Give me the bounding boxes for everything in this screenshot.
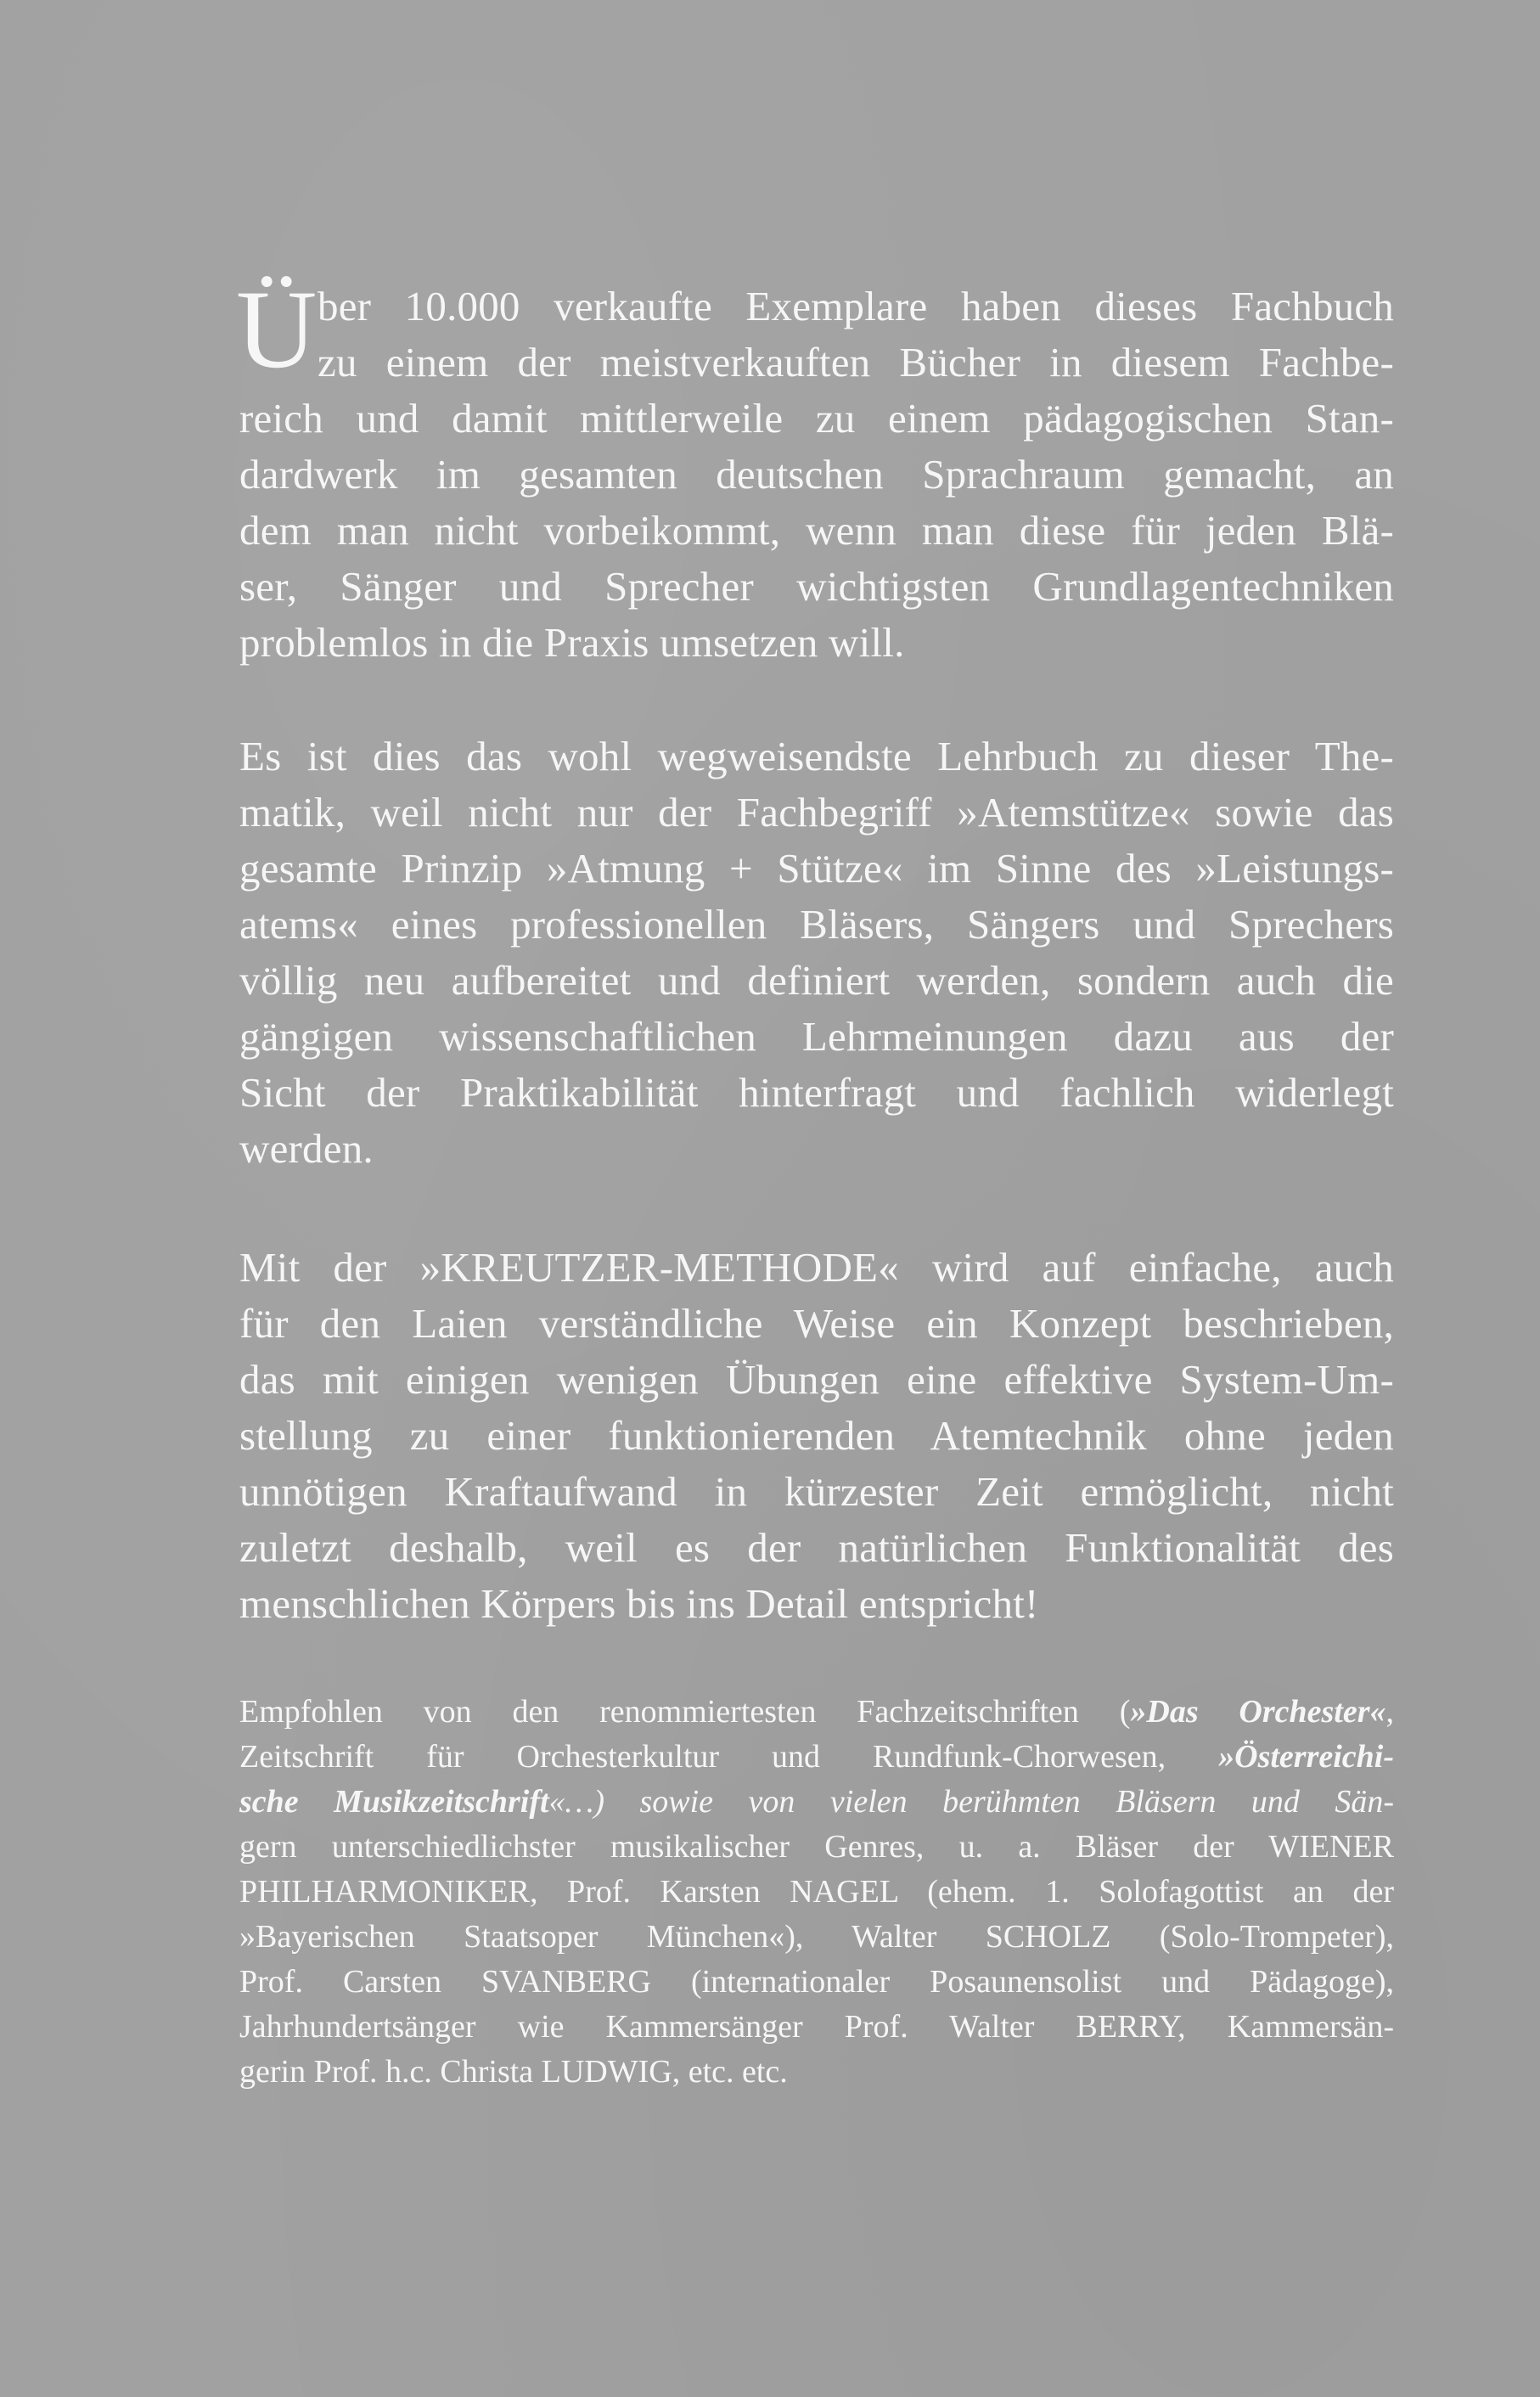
text-line: [239, 1780, 1394, 1825]
text-line: völlig neu aufbereitet und definiert werden, sondern auch die: [239, 957, 1394, 1004]
paragraph-description: [239, 729, 1394, 1177]
paragraph-method: [239, 1240, 1394, 1632]
text-line: zu einem der meistverkauften Bücher in diesem Fachbe-: [318, 339, 1394, 385]
paragraph-intro: [236, 267, 1394, 671]
text-line: PHILHARMONIKER, Prof. Karsten NAGEL (ehem. 1. Solofagottist an der: [239, 1874, 1394, 1910]
text-line: dardwerk im gesamten deutschen Sprachraum gemacht, an: [239, 451, 1394, 498]
text-line: Es ist dies das wohl wegweisendste Lehrbuch zu dieser The-: [239, 733, 1394, 779]
paragraph-intro-text: [239, 279, 1394, 671]
text-line: menschlichen Körpers bis ins Detail entspricht!: [239, 1580, 1039, 1627]
text-line: gerin Prof. h.c. Christa LUDWIG, etc. etc.: [239, 2054, 788, 2090]
text-line: matik, weil nicht nur der Fachbegriff »Atemstütze« sowie das: [239, 789, 1394, 836]
paragraph-endorsements-text: [239, 1690, 1394, 2095]
text-line: reich und damit mittlerweile zu einem pädagogischen Stan-: [239, 395, 1394, 442]
text-segment: «…) sowie von vielen berühmten Bläsern und Sän-: [548, 1784, 1394, 1820]
text-line: dem man nicht vorbeikommt, wenn man diese für jeden Blä-: [239, 507, 1394, 554]
paragraph-method-text: [239, 1240, 1394, 1632]
text-line: werden.: [239, 1125, 374, 1172]
text-line: [239, 1735, 1394, 1780]
text-segment: ,: [1385, 1694, 1394, 1730]
text-segment: Empfohlen von den renommiertesten Fachzeitschriften (: [239, 1694, 1131, 1730]
text-line: gesamte Prinzip »Atmung + Stütze« im Sinne des »Leistungs-: [239, 845, 1394, 892]
text-line: Prof. Carsten SVANBERG (internationaler Posaunensolist und Pädagoge),: [239, 1964, 1394, 2000]
text-line: Mit der »KREUTZER-METHODE« wird auf einfache, auch: [239, 1244, 1394, 1291]
text-line: ber 10.000 verkaufte Exemplare haben dieses Fachbuch: [318, 283, 1394, 329]
text-line: ser, Sänger und Sprecher wichtigsten Grundlagentechniken: [239, 563, 1394, 610]
dropcap-letter: Ü: [236, 267, 318, 391]
text-line: [239, 1690, 1394, 1735]
journal-title: »Das Orchester«: [1130, 1694, 1386, 1730]
text-line: Sicht der Praktikabilität hinterfragt und fachlich widerlegt: [239, 1069, 1394, 1116]
dropcap-container: [236, 267, 1394, 671]
text-line: das mit einigen wenigen Übungen eine effektive System-Um-: [239, 1356, 1394, 1403]
text-line: gern unterschiedlichster musikalischer Genres, u. a. Bläser der WIENER: [239, 1829, 1394, 1865]
text-line: zuletzt deshalb, weil es der natürlichen Funktionalität des: [239, 1524, 1394, 1571]
text-line: Jahrhundertsänger wie Kammersänger Prof. Walter BERRY, Kammersän-: [239, 2009, 1394, 2045]
paragraph-endorsements: [239, 1690, 1394, 2095]
text-line: »Bayerischen Staatsoper München«), Walter SCHOLZ (Solo-Trompeter),: [239, 1919, 1394, 1955]
text-line: unnötigen Kraftaufwand in kürzester Zeit ermöglicht, nicht: [239, 1468, 1394, 1515]
text-segment: Zeitschrift für Orchesterkultur und Rundfunk-Chorwesen,: [239, 1739, 1219, 1775]
text-line: stellung zu einer funktionierenden Atemtechnik ohne jeden: [239, 1412, 1394, 1459]
paragraph-description-text: [239, 729, 1394, 1177]
text-line: atems« eines professionellen Bläsers, Sängers und Sprechers: [239, 901, 1394, 948]
text-line: problemlos in die Praxis umsetzen will.: [239, 619, 905, 666]
journal-title: »Österreichi-: [1218, 1739, 1394, 1775]
text-line: gängigen wissenschaftlichen Lehrmeinungen dazu aus der: [239, 1013, 1394, 1060]
journal-title: sche Musikzeitschrift: [239, 1784, 549, 1820]
text-line: für den Laien verständliche Weise ein Konzept beschrieben,: [239, 1300, 1394, 1347]
